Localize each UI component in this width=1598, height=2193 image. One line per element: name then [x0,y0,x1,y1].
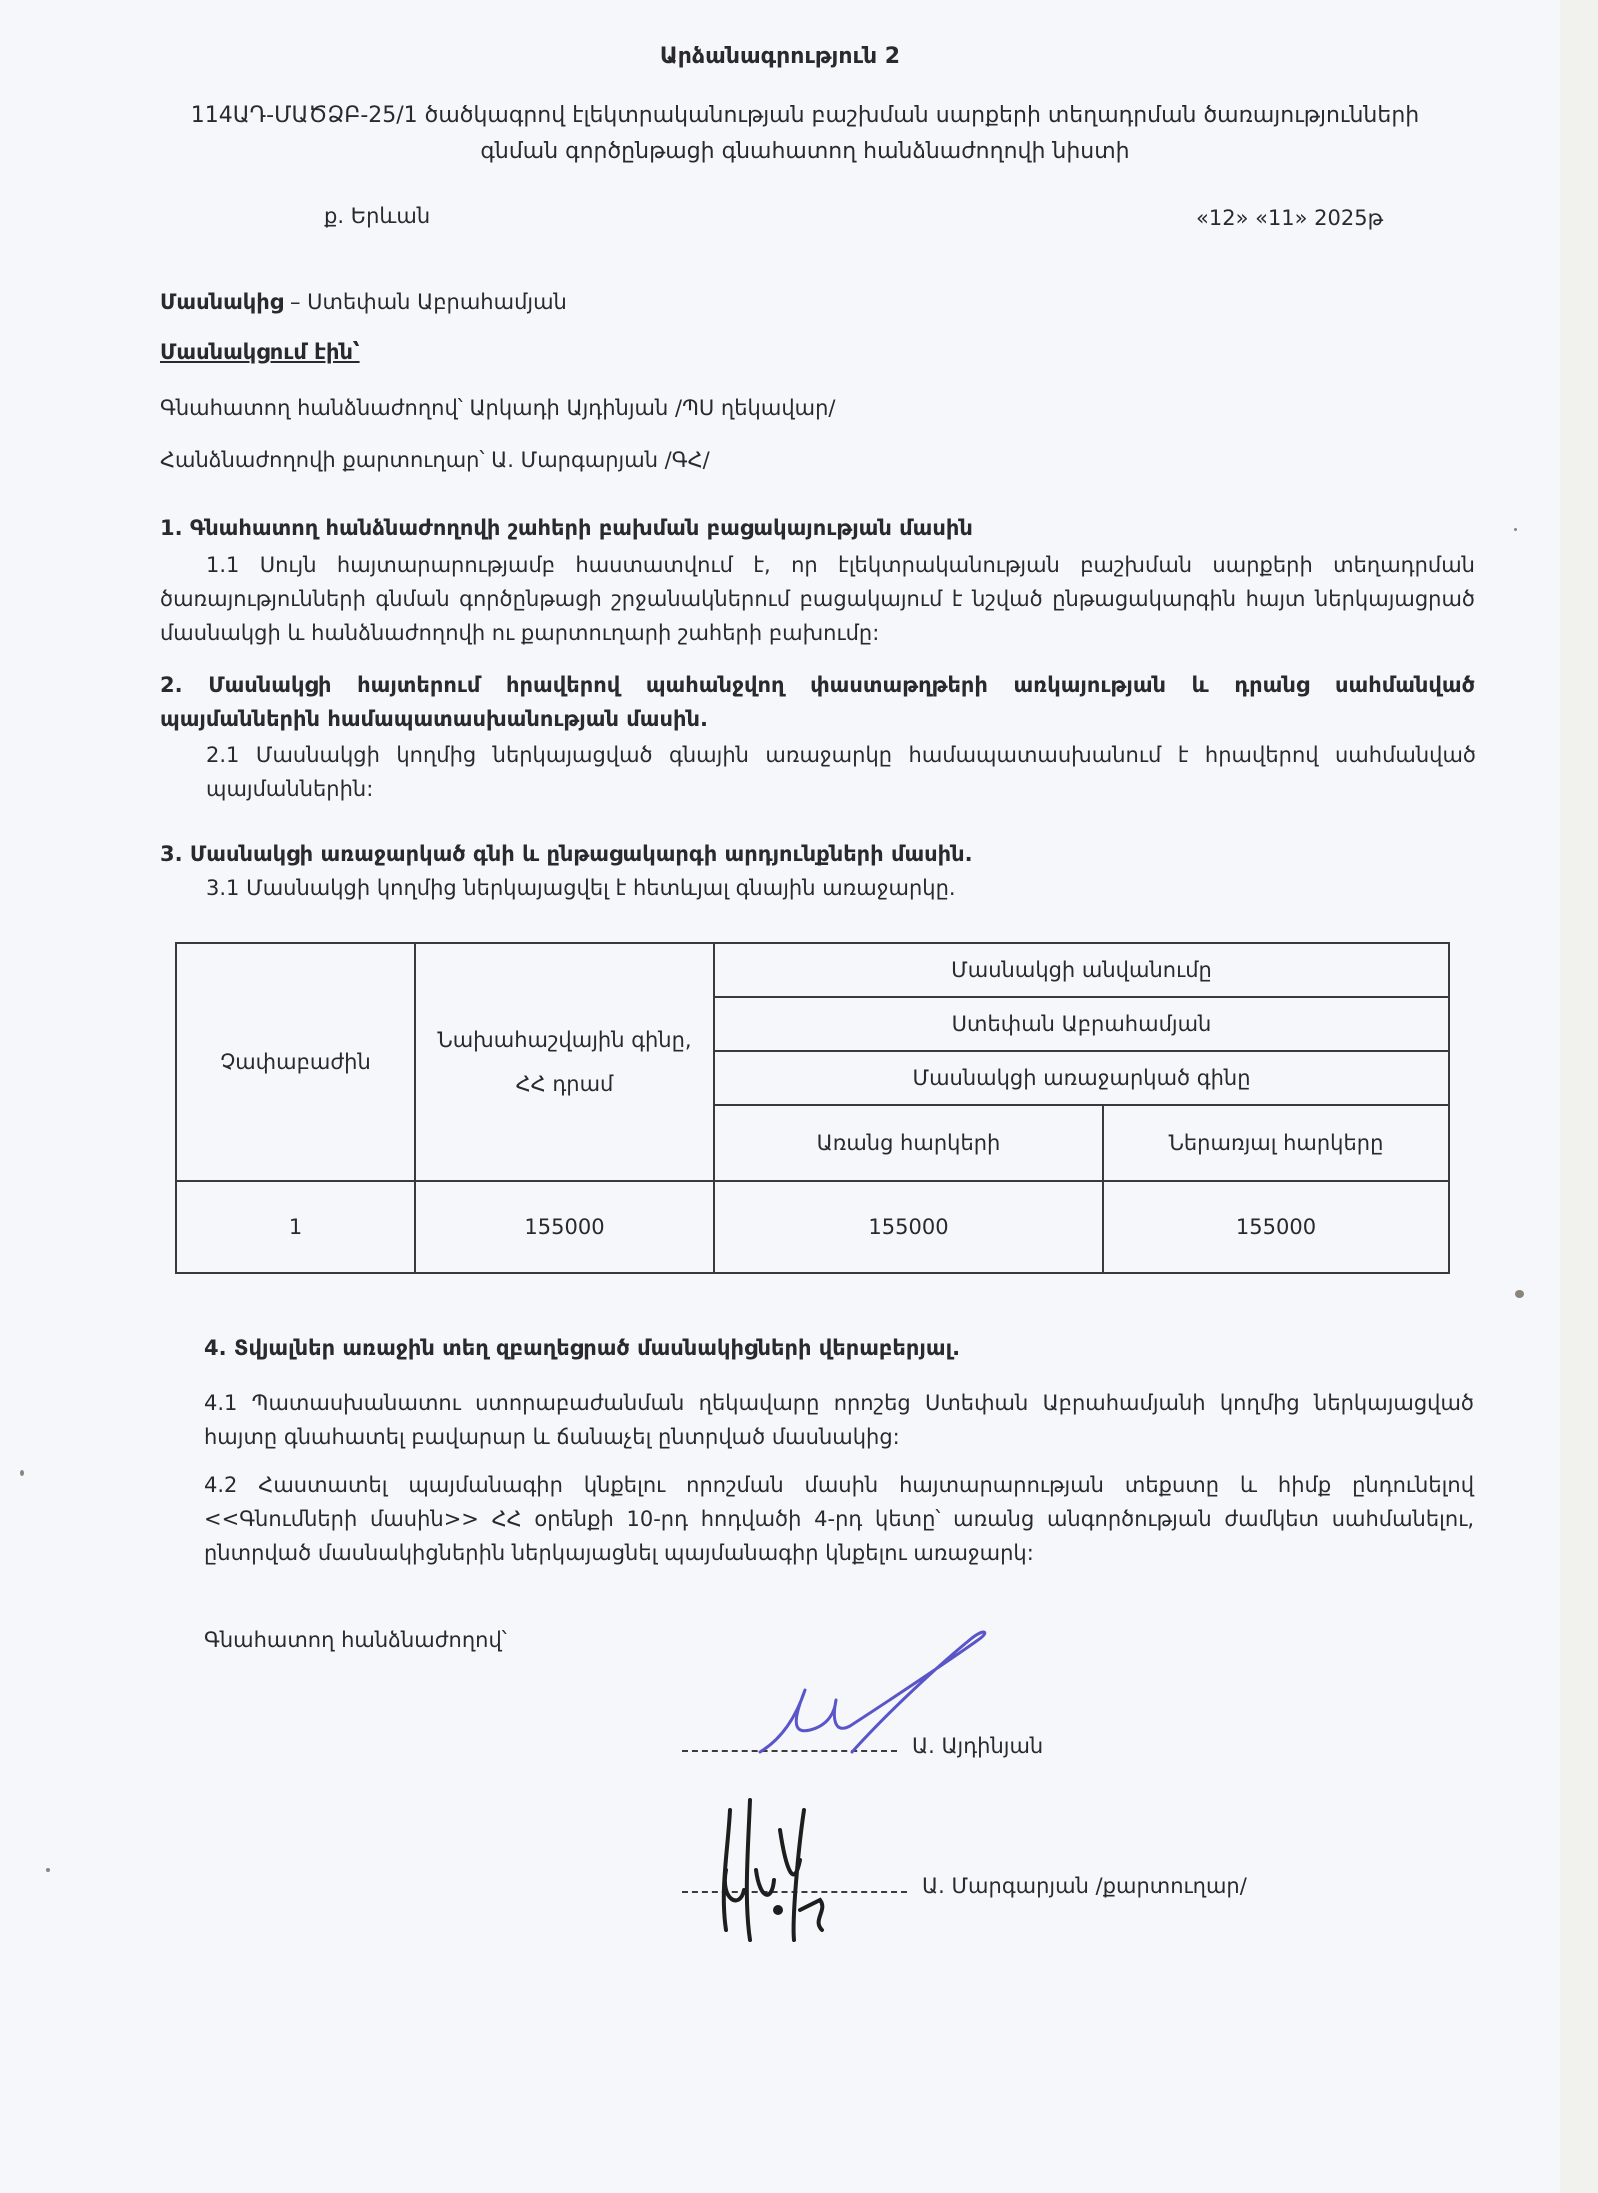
section-3-heading: 3. Մասնակցի առաջարկած գնի և ընթացակարգի արդյունքների մասին. [160,842,973,866]
header-without-tax: Առանց հարկերի [714,1105,1103,1181]
section-2-paragraph: 2.1 Մասնակցի կողմից ներկայացված գնային առաջարկը համապատասխանում է հրավերով սահմանված պայմաններին: [206,743,1476,801]
scan-speck [20,1470,24,1476]
participant-name-cell: Ստեփան Աբրահամյան [714,997,1449,1051]
signature-2-icon [700,1790,860,1960]
section-4-heading: 4. Տվյալներ առաջին տեղ զբաղեցրած մասնակիցների վերաբերյալ. [204,1336,961,1360]
scan-speck [46,1868,50,1872]
signature-2-stroke [724,1800,823,1940]
document-title: Արձանագրություն 2 [659,44,901,69]
section-1-heading: 1. Գնահատող հանձնաժողովի շահերի բախման բացակայության մասին [160,516,973,540]
signature-1-stroke [760,1632,985,1752]
header-participant-name: Մասնակցի անվանումը [714,943,1449,997]
section-1-paragraph: 1.1 Սույն հայտարարությամբ հաստատվում է, որ էլեկտրականության բաշխման սարքերի տեղադրման ծառայությունների գնման գործընթացի շրջանակներում բացակայում է նշված ընթացակարգին հայտ ներկայացրած մասնակցի և հանձնաժողովի ու քարտուղարի շահերի բախումը: [160,553,1475,645]
section-4-paragraph-2: 4.2 Հաստատել պայմանագիր կնքելու որոշման մասին հայտարարության տեքստը և հիմք ընդունելով <<Գնումների մասին>> ՀՀ օրենքի 10-րդ հոդվածի 4-րդ կետը՝ առանց անգործության ժամկետ սահմանելու, ընտրված մասնակիցներին ներկայացնել պայմանագիր կնքելու առաջարկ: [204,1473,1474,1565]
header-estimated-price: Նախահաշվային գինը, ՀՀ դրամ [415,943,714,1181]
member-line: Գնահատող հանձնաժողով՝ Արկադի Այդինյան /ՊՍ ղեկավար/ [160,396,836,420]
document-subtitle: 114ԱԴ-ՄԱԾՁԲ-25/1 ծածկագրով էլեկտրականության բաշխման սարքերի տեղադրման ծառայությունների գնման գործընթացի գնահատող հանձնաժողովի նիստի [190,103,1420,164]
price-offer-table [175,942,1450,1274]
participant-line [160,290,567,314]
attended-label: Մասնակցում էին՝ [160,340,360,364]
signer-2-name: Ա. Մարգարյան /քարտուղար/ [922,1874,1247,1898]
cell-with-tax: 155000 [1103,1181,1449,1273]
section-3-paragraph: 3.1 Մասնակցի կողմից ներկայացվել է հետևյալ գնային առաջարկը. [206,876,956,900]
cell-without-tax: 155000 [714,1181,1103,1273]
section-4-paragraph-1: 4.1 Պատասխանատու ստորաբաժանման ղեկավարը որոշեց Ստեփան Աբրահամյանի կողմից ներկայացված հայտը գնահատել բավարար և ճանաչել ընտրված մասնակից: [204,1391,1474,1449]
header-offered-price: Մասնակցի առաջարկած գինը [714,1051,1449,1105]
header-lot: Չափաբաժին [176,943,415,1181]
member-line: Հանձնաժողովի քարտուղար՝ Ա. Մարգարյան /ԳՀ/ [160,448,710,472]
committee-label: Գնահատող հանձնաժողով՝ [204,1628,507,1652]
cell-lot: 1 [176,1181,415,1273]
scan-edge [1560,0,1598,2193]
scan-speck [1514,528,1517,531]
section-2-heading: 2. Մասնակցի հայտերում հրավերով պահանջվող փաստաթղթերի առկայության և դրանց սահմանված պայմաններին համապատասխանության մասին. [160,673,1475,731]
scan-speck [1515,1290,1524,1298]
participant-value: – Ստեփան Աբրահամյան [283,290,567,314]
header-with-tax: Ներառյալ հարկերը [1103,1105,1449,1181]
participant-label: Մասնակից [160,290,284,314]
signer-1-name: Ա. Այդինյան [912,1734,1044,1758]
table-row [176,1181,1449,1273]
city: ք. Երևան [324,204,431,228]
cell-estimated: 155000 [415,1181,714,1273]
signature-1-icon [740,1630,1010,1760]
date: «12» «11» 2025թ [1196,206,1384,230]
